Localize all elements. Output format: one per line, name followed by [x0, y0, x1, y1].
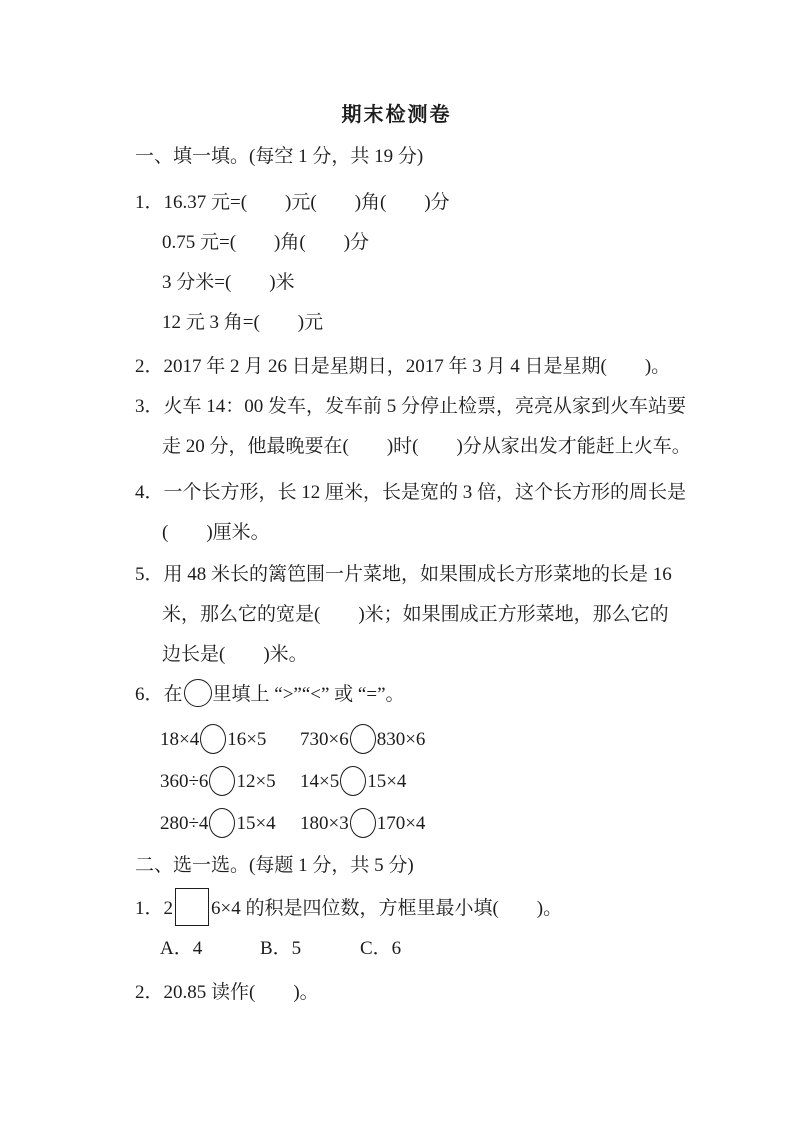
s1-q3-line-2: 走 20 分，他最晚要在( )时( )分从家出发才能赶上火车。 — [162, 436, 691, 457]
exam-content — [135, 137, 735, 1013]
section-2-header: 二、选一选。(每题 1 分，共 5 分) — [135, 855, 414, 876]
expression-left: 730×6 — [300, 729, 349, 750]
option-a: A．4 — [160, 938, 203, 959]
fill-circle-icon — [209, 808, 235, 838]
s1-q5-line-2: 米，那么它的宽是( )米；如果围成正方形菜地，那么它的 — [162, 604, 669, 625]
s2-q1-prefix: 1．2 — [135, 898, 174, 919]
expression-left: 18×4 — [160, 729, 200, 750]
expression-right: 15×4 — [367, 771, 407, 792]
s2-q1-line-1 — [135, 888, 735, 928]
option-c: C．6 — [360, 938, 402, 959]
expression-right: 15×4 — [236, 813, 276, 834]
s1-q4-line-2: ( )厘米。 — [162, 522, 270, 543]
expression-left: 280÷4 — [160, 813, 209, 834]
s1-q6-prefix: 6．在 — [135, 684, 183, 705]
s1-q6-header — [135, 675, 735, 715]
exam-title: 期末检测卷 — [341, 102, 452, 126]
fill-circle-icon — [350, 808, 376, 838]
expression-right: 830×6 — [376, 729, 426, 750]
comparison-pair — [160, 762, 300, 802]
expression-left: 180×3 — [300, 813, 349, 834]
s1-q1-line-1: 1．16.37 元=( )元( )角( )分 — [135, 192, 450, 213]
s1-q4-line-1: 4．一个长方形，长 12 厘米，长是宽的 3 倍，这个长方形的周长是 — [135, 482, 687, 503]
option-b: B．5 — [260, 938, 302, 959]
expression-left: 360÷6 — [160, 771, 209, 792]
s1-q6-suffix: 里填上 “>”“<” 或 “=”。 — [212, 684, 405, 705]
s2-q1-suffix: 6×4 的积是四位数，方框里最小填( )。 — [211, 898, 563, 919]
fill-circle-icon — [200, 724, 226, 754]
fill-circle-icon — [340, 766, 366, 796]
section-1-header: 一、填一填。(每空 1 分，共 19 分) — [135, 146, 424, 167]
s1-q1-line-4: 12 元 3 角=( )元 — [162, 312, 324, 333]
comparison-pair — [300, 813, 425, 834]
s1-q1-line-3: 3 分米=( )米 — [162, 272, 295, 293]
comparison-pair — [160, 720, 300, 760]
s1-q3-line-1: 3．火车 14：00 发车，发车前 5 分停止检票，亮亮从家到火车站要 — [135, 396, 687, 417]
answer-box — [175, 888, 209, 926]
fill-circle-icon — [209, 766, 235, 796]
comparison-row-1 — [135, 720, 735, 760]
expression-left: 14×5 — [300, 771, 340, 792]
comparison-pair — [160, 804, 300, 844]
s1-q1-line-2: 0.75 元=( )角( )分 — [162, 232, 370, 253]
comparison-pair — [300, 771, 406, 792]
s1-q5-line-1: 5．用 48 米长的篱笆围一片菜地，如果围成长方形菜地的长是 16 — [135, 564, 672, 585]
expression-right: 170×4 — [376, 813, 426, 834]
comparison-row-2 — [135, 762, 735, 802]
comparison-pair — [300, 729, 425, 750]
s1-q2-line-1: 2．2017 年 2 月 26 日是星期日，2017 年 3 月 4 日是星期( )。 — [135, 356, 671, 377]
s2-q2-line-1: 2．20.85 读作( )。 — [135, 982, 319, 1003]
expression-right: 16×5 — [227, 729, 267, 750]
s1-q5-line-3: 边长是( )米。 — [162, 644, 308, 665]
fill-circle-icon — [184, 679, 212, 707]
comparison-row-3 — [135, 804, 735, 844]
expression-right: 12×5 — [236, 771, 276, 792]
s2-q1-options — [135, 929, 735, 969]
fill-circle-icon — [350, 724, 376, 754]
